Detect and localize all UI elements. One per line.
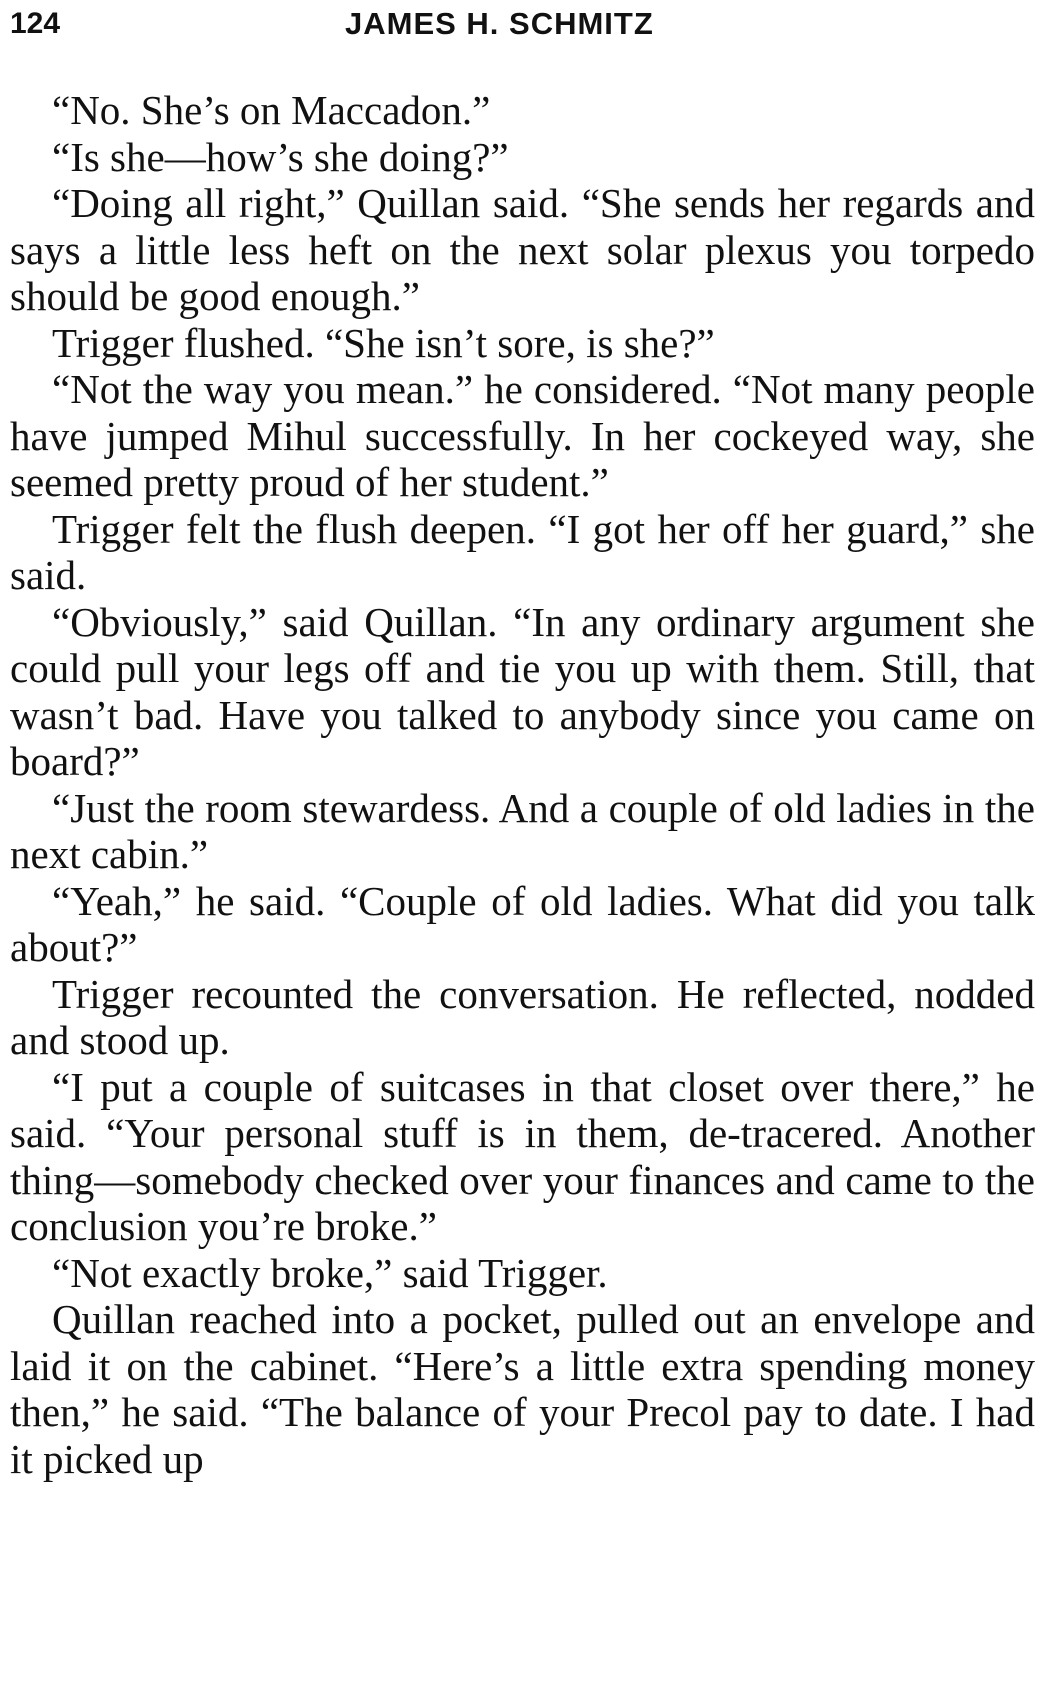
- running-head: [10, 4, 1030, 44]
- paragraph: “No. She’s on Maccadon.”: [52, 87, 491, 133]
- paragraph: Trigger flushed. “She isn’t sore, is she?”: [52, 319, 715, 366]
- body-text: [10, 87, 1035, 1482]
- paragraph: Trigger recounted the conversation. He reflected, nodded and stood up.: [10, 970, 1035, 1063]
- paragraph: “Is she—how’s she doing?”: [52, 133, 509, 180]
- paragraph: “Just the room stewardess. And a couple of old ladies in the next cabin.”: [10, 784, 1035, 877]
- paragraph: Trigger felt the flush deepen. “I got her off her guard,” she said.: [10, 505, 1035, 598]
- paragraph: Quillan reached into a pocket, pulled out an envelope and laid it on the cabinet. “Here’s a little extra spending money then,” he said. “The balance of your Precol pay to date. I had it picked up: [10, 1296, 1035, 1482]
- running-title: JAMES H. SCHMITZ: [345, 6, 654, 41]
- paragraph: “Not the way you mean.” he considered. “Not many people have jumped Mihul successfully. In her cockeyed way, she seemed pretty proud of her student.”: [10, 366, 1035, 505]
- page-number: 124: [10, 7, 61, 40]
- paragraph: “Yeah,” he said. “Couple of old ladies. What did you talk about?”: [10, 877, 1035, 970]
- paragraph: “Not exactly broke,” said Trigger.: [52, 1249, 608, 1296]
- paragraph: “I put a couple of suitcases in that closet over there,” he said. “Your personal stuff is in them, de-tracered. Another thing—somebody checked over your finances and came to the conclusion you’re broke.”: [10, 1063, 1035, 1249]
- paragraph: “Doing all right,” Quillan said. “She sends her regards and says a little less heft on the next solar plexus you torpedo should be good enough.”: [10, 180, 1035, 319]
- paragraph: “Obviously,” said Quillan. “In any ordinary argument she could pull your legs off and tie you up with them. Still, that wasn’t bad. Have you talked to anybody since you came on board?”: [10, 598, 1035, 784]
